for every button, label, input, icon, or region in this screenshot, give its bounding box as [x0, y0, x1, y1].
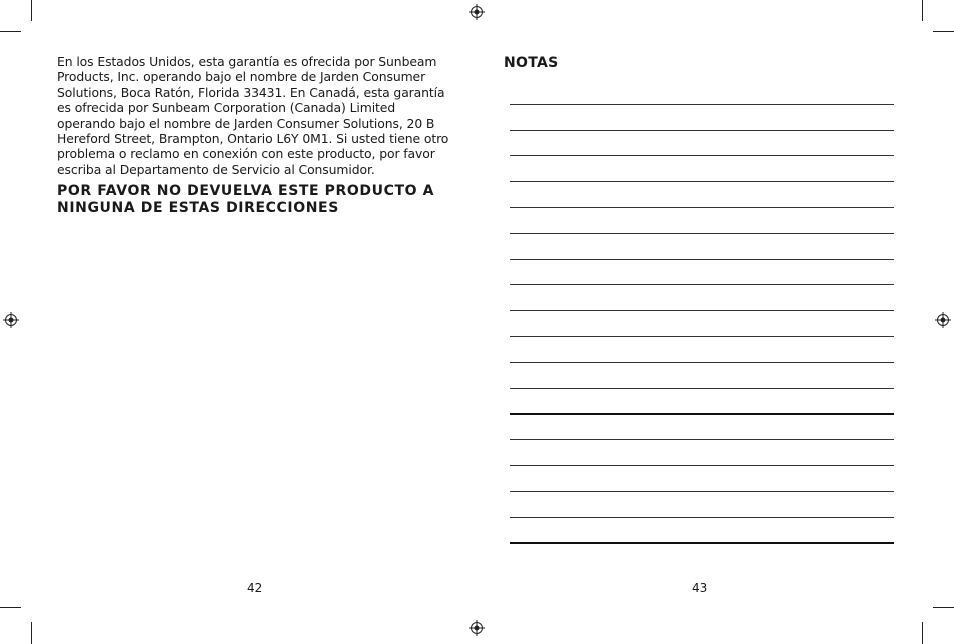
note-line	[510, 181, 894, 182]
note-line	[510, 439, 894, 440]
registration-mark-right-icon	[935, 312, 951, 328]
note-line	[510, 491, 894, 492]
note-line	[510, 130, 894, 131]
left-page-content	[57, 54, 452, 217]
note-line	[510, 465, 894, 466]
note-line	[510, 336, 894, 337]
note-line	[510, 388, 894, 389]
note-line	[510, 362, 894, 363]
page-number-left: 42	[247, 581, 263, 595]
note-line	[510, 155, 894, 156]
note-line	[510, 233, 894, 234]
note-line	[510, 104, 894, 105]
note-line	[510, 517, 894, 518]
note-line	[510, 284, 894, 285]
registration-mark-left-icon	[3, 312, 19, 328]
registration-mark-top-icon	[469, 4, 485, 20]
warranty-paragraph: En los Estados Unidos, esta garantía es ofrecida por Sunbeam Products, Inc. operando bajo el nombre de Jarden Consumer Solutions, Boca Ratón, Florida 33431. En Canadá, esta garantía es ofrecida por Sunbeam Corporation (Canada) Limited operando bajo el nombre de Jarden Consumer Solutions, 20 B Hereford Street, Brampton, Ontario L6Y 0M1. Si usted tiene otro problema o reclamo en conexión con este producto, por favor escriba al Departamento de Servicio al Consumidor.	[57, 54, 449, 177]
note-line	[510, 542, 894, 544]
crop-mark-top-left-h	[0, 31, 21, 32]
registration-mark-bottom-icon	[469, 620, 485, 636]
note-line	[510, 207, 894, 208]
note-line	[510, 259, 894, 260]
crop-mark-bottom-right-v	[922, 622, 923, 644]
crop-mark-bottom-right-h	[933, 607, 954, 608]
return-warning-heading: POR FAVOR NO DEVUELVA ESTE PRODUCTO A NINGUNA DE ESTAS DIRECCIONES	[57, 183, 435, 217]
crop-mark-top-left-v	[31, 0, 32, 21]
note-line	[510, 413, 894, 415]
crop-mark-bottom-left-h	[0, 607, 21, 608]
crop-mark-top-right-v	[922, 0, 923, 21]
note-line	[510, 310, 894, 311]
crop-mark-bottom-left-v	[31, 622, 32, 644]
page-number-right: 43	[692, 581, 708, 595]
notes-title: NOTAS	[504, 55, 559, 71]
crop-mark-top-right-h	[933, 31, 954, 32]
